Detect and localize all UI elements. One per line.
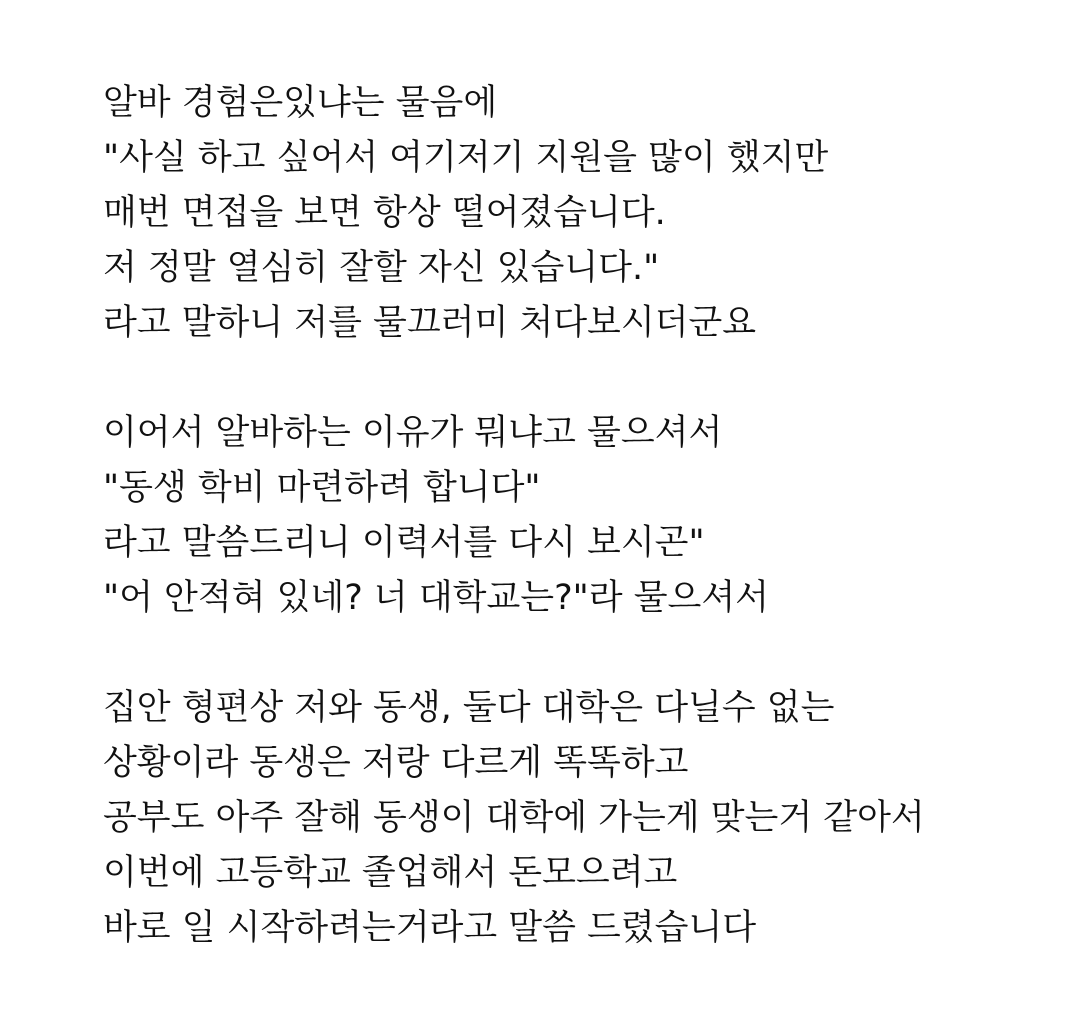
text-line: 매번 면접을 보면 항상 떨어졌습니다. bbox=[103, 193, 666, 233]
text-line: "동생 학비 마련하려 합니다" bbox=[103, 468, 541, 508]
text-line: 이어서 알바하는 이유가 뭐냐고 물으셔서 bbox=[103, 413, 723, 453]
document-body bbox=[103, 76, 1063, 956]
text-line: 저 정말 열심히 잘할 자신 있습니다." bbox=[103, 248, 660, 288]
paragraph-1 bbox=[103, 76, 1063, 351]
paragraph-2 bbox=[103, 406, 1063, 626]
text-line: 바로 일 시작하려는거라고 말씀 드렸습니다 bbox=[103, 908, 757, 948]
text-line: 집안 형편상 저와 동생, 둘다 대학은 다닐수 없는 bbox=[103, 688, 835, 728]
text-line: 상황이라 동생은 저랑 다르게 똑똑하고 bbox=[103, 743, 689, 783]
text-line: 이번에 고등학교 졸업해서 돈모으려고 bbox=[103, 853, 678, 893]
paragraph-3 bbox=[103, 681, 1063, 956]
text-line: 라고 말하니 저를 물끄러미 처다보시더군요 bbox=[103, 303, 757, 343]
text-line: 공부도 아주 잘해 동생이 대학에 가는게 맞는거 같아서 bbox=[103, 798, 925, 838]
text-line: 알바 경험은있냐는 물음에 bbox=[103, 83, 498, 123]
text-line: "사실 하고 싶어서 여기저기 지원을 많이 했지만 bbox=[103, 138, 829, 178]
text-line: "어 안적혀 있네? 너 대학교는?"라 물으셔서 bbox=[103, 578, 769, 618]
text-line: 라고 말씀드리니 이력서를 다시 보시곤" bbox=[103, 523, 705, 563]
